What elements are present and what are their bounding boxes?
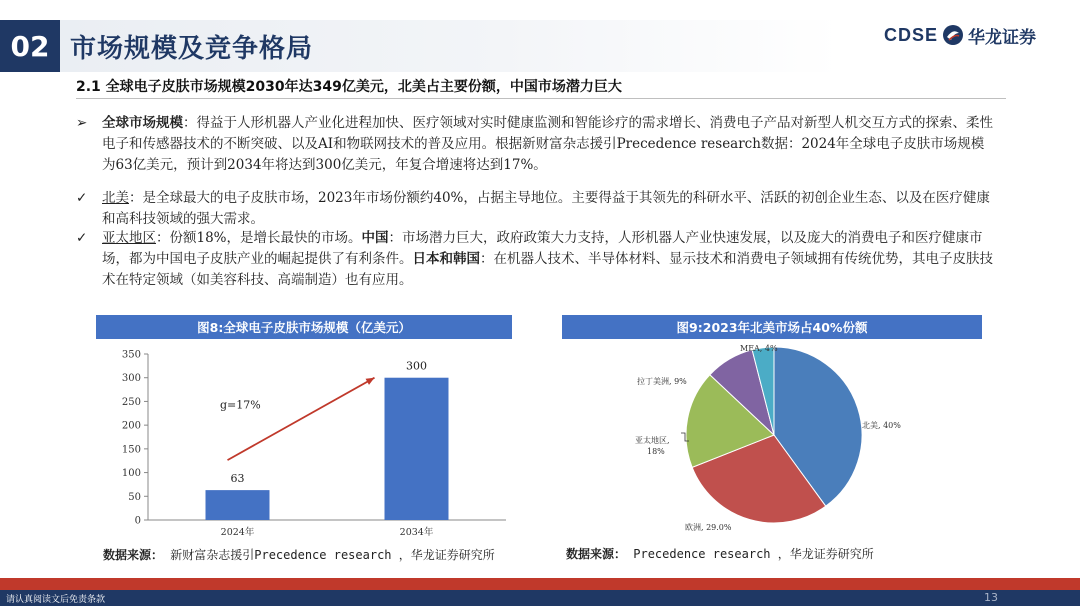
label-global-market: 全球市场规模 — [102, 115, 183, 131]
section-number: 02 — [0, 20, 60, 72]
subsection-title: 2.1 全球电子皮肤市场规模2030年达349亿美元，北美占主要份额，中国市场潜力巨大 — [76, 79, 622, 95]
y-tick-label: 200 — [121, 420, 141, 432]
figure9-source-label: 数据来源： — [566, 547, 627, 561]
pie-chart — [600, 340, 940, 540]
footer-disclaimer: 请认真阅读文后免责条款 — [6, 595, 106, 605]
x-tick-label: 2024年 — [220, 527, 255, 538]
figure8-source-text: 新财富杂志援引Precedence research ，华龙证券研究所 — [170, 548, 495, 562]
label-asia-pacific: 亚太地区 — [102, 230, 156, 246]
text-north-america: ：是全球最大的电子皮肤市场，2023年市场份额约40%，占据主导地位。主要得益于其领先的科研水平、活跃的初创企业生态、以及在医疗健康和高科技领域的强大需求。 — [102, 190, 990, 227]
logo-mark-icon — [942, 24, 964, 46]
figure9-source-text: Precedence research ，华龙证券研究所 — [633, 547, 874, 561]
x-tick-label: 2034年 — [399, 527, 434, 538]
pie-label: 北美, 40% — [862, 421, 901, 430]
label-north-america: 北美 — [102, 190, 129, 206]
logo-cn: 华龙证券 — [968, 27, 1037, 48]
paragraph-north-america — [76, 188, 996, 230]
figure9-source — [566, 545, 874, 562]
text-japan-korea: ：在机器人技术、半导体材料、显示技术和消费电子领域拥有传统优势，其电子皮肤技术在特定领域（如美容科技、高端制造）也有应用。 — [102, 251, 993, 288]
subtitle-divider — [76, 98, 1006, 99]
logo-text: CDSE — [884, 24, 939, 45]
check-bullet-icon: ✓ — [76, 230, 88, 246]
company-logo — [884, 22, 1036, 48]
pie-label: 欧洲, 29.0% — [685, 523, 732, 532]
pie-label: 18% — [647, 447, 665, 456]
text-asia-pacific: ：份额18%，是增长最快的市场。 — [156, 230, 362, 246]
growth-annotation: g=17% — [220, 398, 261, 412]
bar-value-label: 300 — [406, 359, 427, 373]
figure9-title: 图9:2023年北美市场占40%份额 — [562, 315, 982, 339]
growth-arrow — [228, 378, 375, 460]
footer-accent-bar — [0, 578, 1080, 590]
pie-label: 亚太地区, — [635, 436, 670, 445]
y-tick-label: 0 — [134, 515, 141, 527]
y-tick-label: 50 — [128, 491, 141, 503]
pie-label: 拉丁美洲, 9% — [637, 377, 687, 386]
text-global-market: ：得益于人形机器人产业化进程加快、医疗领域对实时健康监测和智能诊疗的需求增长、消费电子产品对新型人机交互方式的探索、柔性电子和传感器技术的不断突破、以及AI和物联网技术的普及应用。根据新财富杂志援引Precedence research数据：2024年全球电子皮肤市场规模为63亿美元，预计到2034年将达到300亿美元，年复合增速将达到17%。 — [102, 115, 993, 173]
y-tick-label: 150 — [121, 444, 141, 456]
bar-value-label: 63 — [230, 472, 245, 486]
bar-chart — [96, 342, 516, 542]
label-china: 中国 — [361, 230, 389, 246]
bar — [385, 378, 449, 520]
label-japan-korea: 日本和韩国 — [412, 251, 480, 267]
y-tick-label: 250 — [121, 396, 141, 408]
pie-label: MEA, 4% — [740, 344, 778, 353]
footer-bar — [0, 590, 1080, 606]
arrow-bullet-icon: ➢ — [76, 115, 88, 131]
figure8-source — [103, 546, 495, 563]
paragraph-asia-pacific — [76, 228, 996, 291]
check-bullet-icon: ✓ — [76, 190, 88, 206]
y-tick-label: 100 — [121, 468, 141, 480]
figure8-source-label: 数据来源： — [103, 548, 164, 562]
section-title: 市场规模及竞争格局 — [70, 34, 314, 64]
page-number: 13 — [984, 591, 998, 604]
bar — [206, 490, 270, 520]
paragraph-global-market — [76, 113, 996, 176]
y-tick-label: 300 — [121, 373, 141, 385]
figure8-title: 图8:全球电子皮肤市场规模（亿美元） — [96, 315, 512, 339]
y-tick-label: 350 — [121, 349, 141, 361]
text-china: ：市场潜力巨大，政府政策大力支持，人形机器人产业快速发展，以及庞大的消费电子和医疗健康市场，都为中国电子皮肤产业的崛起提供了有利条件。 — [102, 230, 983, 267]
